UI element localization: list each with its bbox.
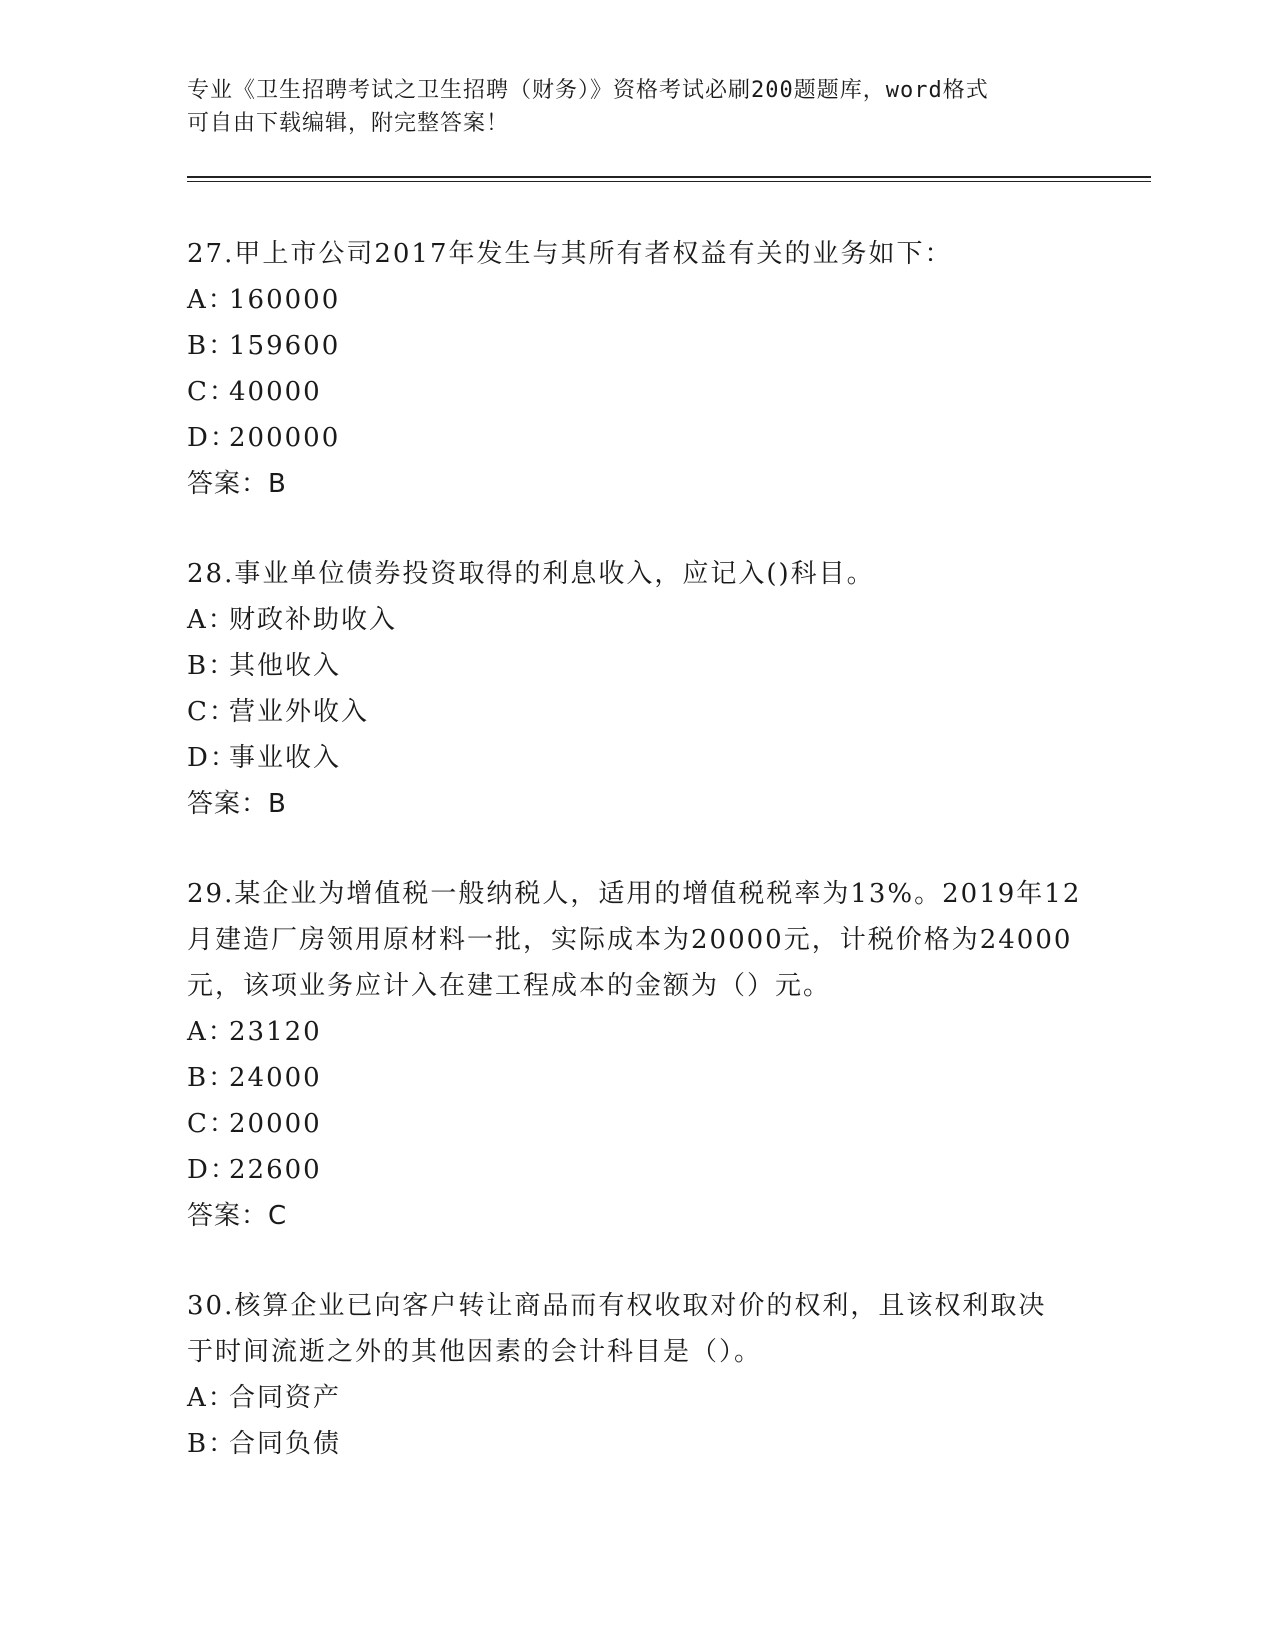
option-d [187,735,1087,781]
option-key: D： [187,743,238,773]
question-stem-line: 元，该项业务应计入在建工程成本的金额为（）元。 [187,971,832,1001]
option-key: C： [187,377,237,407]
answer-line: 答案：B [187,469,287,499]
option-a [187,1375,1087,1421]
option-text: 200000 [229,423,341,453]
question-stem-line: 月建造厂房领用原材料一批，实际成本为20000元，计税价格为24000 [187,925,1073,955]
question-stem [187,551,1087,597]
question-stem-line: 27.甲上市公司2017年发生与其所有者权益有关的业务如下： [187,239,953,269]
option-key: A： [187,1017,236,1047]
option-key: B： [187,1063,237,1093]
option-text: 合同资产 [229,1383,342,1413]
header-line-2: 可自由下载编辑，附完整答案！ [187,111,510,136]
question-27 [187,231,1087,507]
option-key: B： [187,651,237,681]
document-header [187,74,1087,140]
option-text: 20000 [229,1109,322,1139]
option-a [187,1009,1087,1055]
question-stem [187,231,1087,277]
option-key: D： [187,423,238,453]
option-text: 营业外收入 [229,697,370,727]
question-30 [187,1283,1087,1467]
option-text: 其他收入 [229,651,342,681]
option-text: 24000 [229,1063,322,1093]
answer-line: 答案：B [187,789,287,819]
option-key: A： [187,605,236,635]
option-text: 22600 [229,1155,322,1185]
question-stem-line: 30.核算企业已向客户转让商品而有权收取对价的权利，且该权利取决 [187,1291,1047,1321]
option-b [187,323,1087,369]
option-b [187,643,1087,689]
option-text: 159600 [229,331,341,361]
option-key: C： [187,1109,237,1139]
header-divider-thick [187,176,1151,178]
option-text: 合同负债 [229,1429,342,1459]
answer-line: 答案：C [187,1201,288,1231]
header-divider-thin [187,181,1151,182]
option-key: C： [187,697,237,727]
option-text: 23120 [229,1017,322,1047]
option-c [187,689,1087,735]
question-stem [187,871,1087,1009]
option-key: A： [187,1383,236,1413]
option-text: 40000 [229,377,322,407]
question-stem-line: 于时间流逝之外的其他因素的会计科目是（）。 [187,1337,763,1367]
option-b [187,1055,1087,1101]
option-d [187,1147,1087,1193]
option-b [187,1421,1087,1467]
option-c [187,369,1087,415]
option-key: A： [187,285,236,315]
question-stem-line: 29.某企业为增值税一般纳税人，适用的增值税税率为13%。2019年12 [187,879,1082,909]
question-29 [187,871,1087,1239]
option-key: D： [187,1155,238,1185]
option-c [187,1101,1087,1147]
question-28 [187,551,1087,827]
option-key: B： [187,1429,237,1459]
option-text: 财政补助收入 [229,605,398,635]
option-d [187,415,1087,461]
header-line-1: 专业《卫生招聘考试之卫生招聘（财务）》资格考试必刷200题题库，word格式 [187,78,989,103]
option-a [187,277,1087,323]
question-stem-line: 28.事业单位债券投资取得的利息收入，应记入()科目。 [187,559,875,589]
question-stem [187,1283,1087,1375]
option-text: 160000 [229,285,341,315]
option-key: B： [187,331,237,361]
option-text: 事业收入 [229,743,342,773]
option-a [187,597,1087,643]
